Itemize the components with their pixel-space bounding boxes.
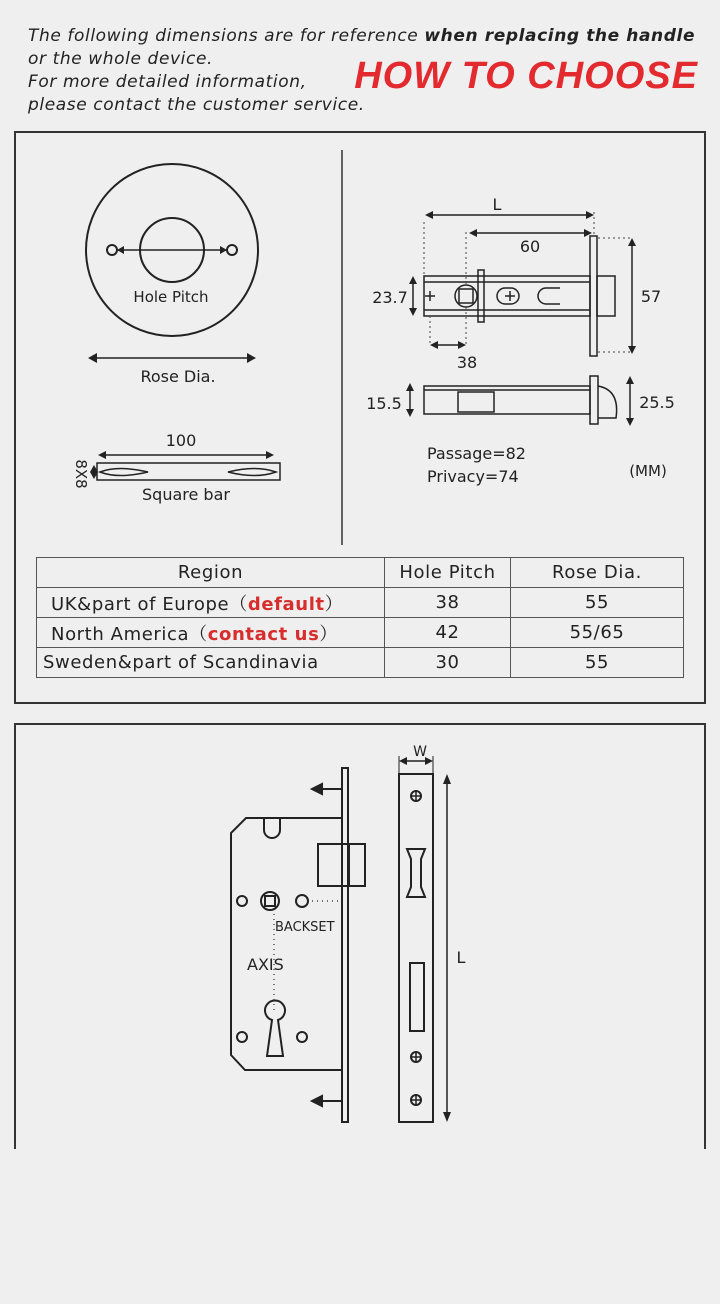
hole-pitch-label: Hole Pitch [133, 288, 209, 306]
region-cell [37, 648, 385, 678]
width-label-W: W [413, 744, 427, 760]
pitch-cell: 42 [385, 618, 511, 648]
square-bar-caption: Square bar [142, 485, 230, 504]
headline: HOW TO CHOOSE [354, 55, 698, 97]
dimension-drawings [0, 0, 720, 560]
region-cell [37, 618, 385, 648]
latch-dim-25-5: 25.5 [639, 393, 675, 412]
faceplate-drawing [399, 774, 433, 1122]
rose-cell: 55 [511, 588, 684, 618]
region-cell [37, 588, 385, 618]
square-bar-drawing [97, 455, 280, 480]
table-row [37, 588, 684, 618]
mortise-drawings [0, 730, 720, 1140]
length-label-L: L [456, 948, 466, 967]
mortise-lock-drawing [231, 768, 365, 1122]
table-row [37, 618, 684, 648]
header-hole-pitch: Hole Pitch [385, 558, 511, 588]
region-name: North America（ [51, 623, 208, 645]
latch-dim-23-7: 23.7 [372, 288, 408, 307]
latch-dim-57: 57 [640, 287, 662, 306]
intro-line-3: For more detailed information, [28, 72, 307, 92]
intro-emphasis: when replacing the handle [424, 26, 696, 46]
region-name: UK&part of Europe（ [51, 593, 248, 615]
latch-dim-60: 60 [519, 237, 541, 256]
intro-line-4: please contact the customer service. [28, 95, 365, 115]
unit-label: (MM) [629, 462, 667, 480]
square-bar-length: 100 [165, 431, 197, 450]
latch-length-L: L [492, 195, 502, 214]
header-rose-dia: Rose Dia. [511, 558, 684, 588]
privacy-label: Privacy=74 [427, 467, 519, 486]
backset-label: BACKSET [275, 920, 335, 935]
region-tag: contact us [207, 623, 320, 645]
axis-label: AXIS [247, 955, 284, 974]
square-bar-size: 8X8 [72, 459, 90, 489]
passage-label: Passage=82 [427, 444, 526, 463]
rose-dia-label: Rose Dia. [140, 367, 216, 386]
region-spec-table [36, 557, 684, 678]
rose-drawing [86, 164, 258, 336]
region-close: ） [319, 623, 338, 645]
latch-dim-38: 38 [456, 353, 478, 372]
table-header-row [37, 558, 684, 588]
latch-side-drawing [424, 376, 617, 424]
intro-text: The following dimensions are for reference [28, 26, 425, 46]
header-region: Region [37, 558, 385, 588]
rose-cell: 55 [511, 648, 684, 678]
region-close: ） [324, 593, 344, 615]
pitch-cell: 38 [385, 588, 511, 618]
table-row [37, 648, 684, 678]
rose-cell: 55/65 [511, 618, 684, 648]
region-name: Sweden&part of Scandinavia [43, 652, 319, 673]
latch-dim-15-5: 15.5 [366, 394, 402, 413]
region-tag: default [247, 593, 325, 615]
pitch-cell: 30 [385, 648, 511, 678]
intro-line-2: or the whole device. [28, 49, 214, 69]
